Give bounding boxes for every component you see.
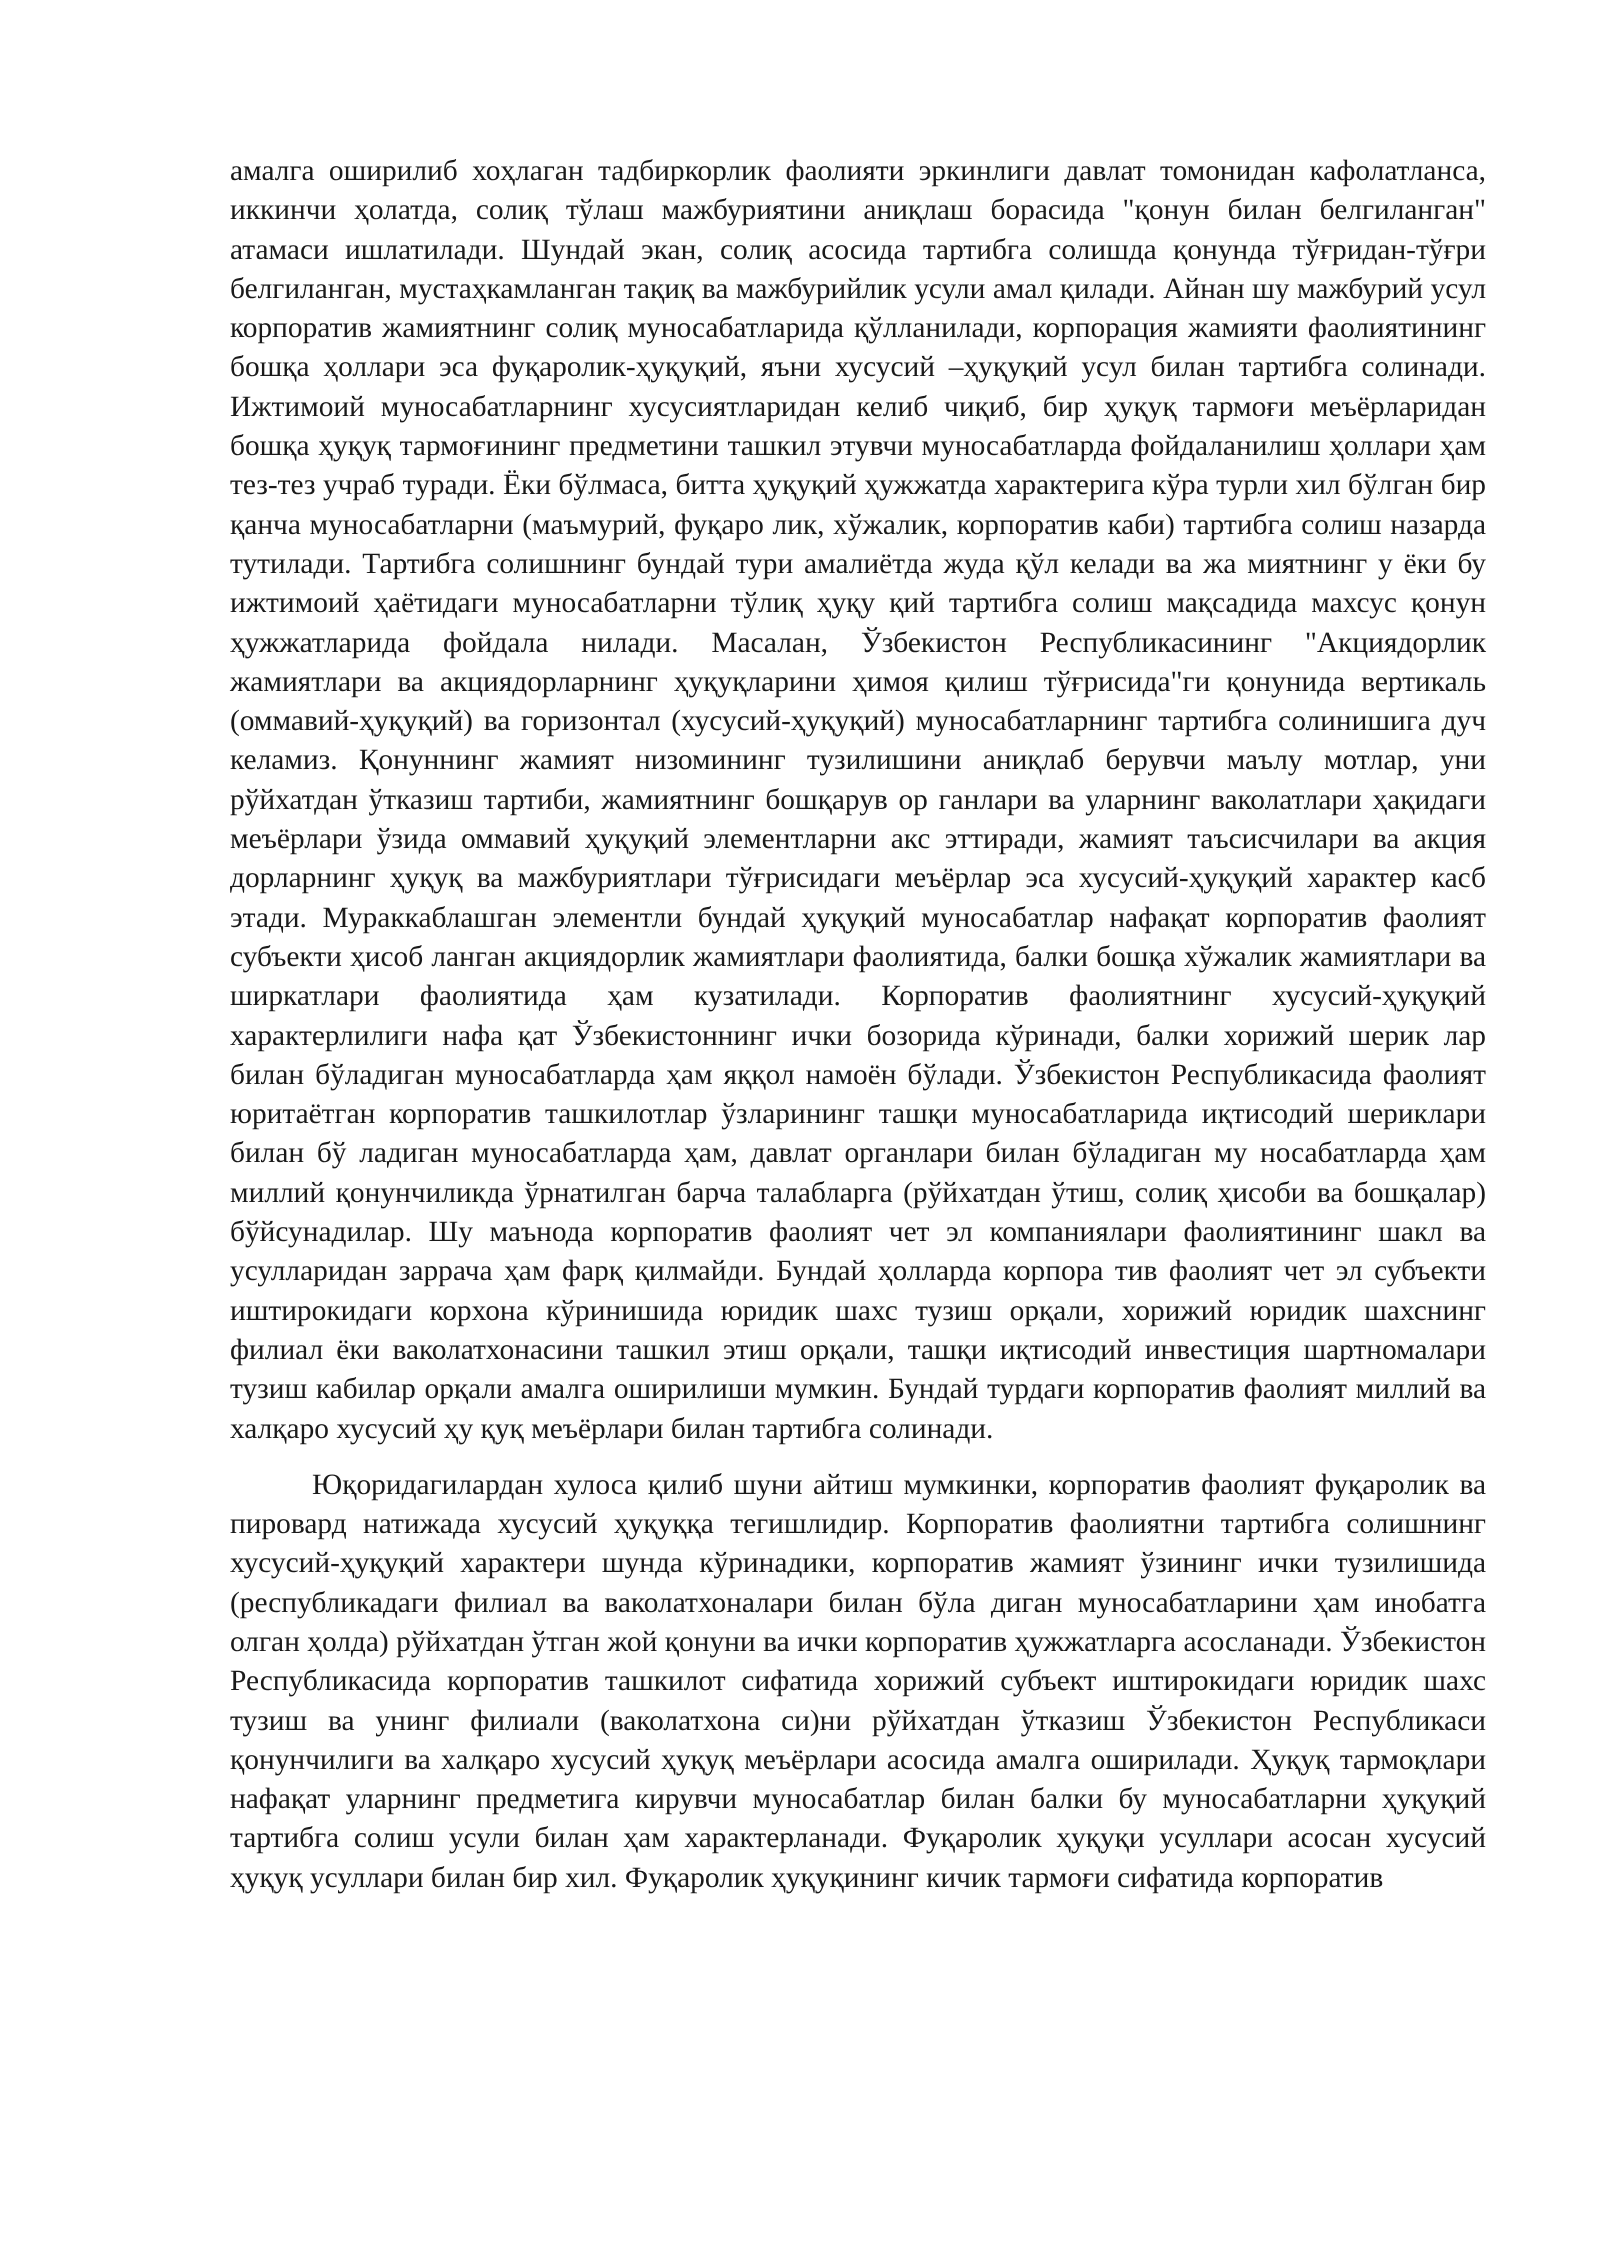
paragraph-corporate-activity-regulation: амалга оширилиб хоҳлаган тадбиркорлик фаолияти эркинлиги давлат томонидан кафолатланса, иккинчи ҳолатда, солиқ тўлаш мажбуриятини аниқлаш борасида "қонун билан белгиланган" атамаси ишлатилади. Шундай экан, солиқ асосида тартибга солишда қонунда тўғридан-тўғри белгиланган, мустаҳкамланган тақиқ ва мажбурийлик усули амал қилади. Айнан шу мажбурий усул корпоратив жамиятнинг солиқ муносабатларида қўлланилади, корпорация жамияти фаолиятининг бошқа ҳоллари эса фуқаролик-ҳуқуқий, яъни хусусий –ҳуқуқий усул билан тартибга солинади. Ижтимоий муносабатларнинг хусусиятларидан келиб чиқиб, бир ҳуқуқ тармоғи меъёрларидан бошқа ҳуқуқ тармоғининг предметини ташкил этувчи муносабатларда фойдаланилиш ҳоллари ҳам тез-тез учраб туради. Ёки бўлмаса, битта ҳуқуқий ҳужжатда характерига кўра турли хил бўлган бир қанча муносабатларни (маъмурий, фуқаро лик, хўжалик, корпоратив каби) тартибга солиш назарда тутилади. Тартибга солишнинг бундай тури амалиётда жуда қўл келади ва жа миятнинг у ёки бу ижтимоий ҳаётидаги муносабатларни тўлиқ ҳуқу қий тартибга солиш мақсадида махсус қонун ҳужжатларида фойдала нилади. Масалан, Ўзбекистон Республикасининг "Акциядорлик жамиятлари ва акциядорларнинг ҳуқуқларини ҳимоя қилиш тўғрисида"ги қонунида вертикаль (оммавий-ҳуқуқий) ва горизонтал (хусусий-ҳуқуқий) муносабатларнинг тартибга солинишига дуч келамиз. Қонуннинг жамият низомининг тузилишини аниқлаб берувчи маълу мотлар, уни рўйхатдан ўтказиш тартиби, жамиятнинг бошқарув ор ганлари ва уларнинг ваколатлари ҳақидаги меъёрлари ўзида оммавий ҳуқуқий элементларни акс эттиради, жамият таъсисчилари ва акция дорларнинг ҳуқуқ ва мажбуриятлари тўғрисидаги меъёрлар эса хусусий-ҳуқуқий характер касб этади. Мураккаблашган элементли бундай ҳуқуқий муносабатлар нафақат корпоратив фаолият субъекти ҳисоб ланган акциядорлик жамиятлари фаолиятида, балки бошқа хўжалик жамиятлари ва ширкатлари фаолиятида ҳам кузатилади. Корпоратив фаолиятнинг хусусий-ҳуқуқий характерлилиги нафа қат Ўзбекистоннинг ички бозорида кўринади, балки хорижий шерик лар билан бўладиган муносабатларда ҳам яққол намоён бўлади. Ўзбекистон Республикасида фаолият юритаётган корпоратив ташкилотлар ўзларининг ташқи муносабатларида иқтисодий шериклари билан бў ладиган муносабатларда ҳам, давлат органлари билан бўладиган му носабатларда ҳам миллий қонунчиликда ўрнатилган барча талабларга (рўйхатдан ўтиш, солиқ ҳисоби ва бошқалар) бўйсунадилар. Шу маънода корпоратив фаолият чет эл компаниялари фаолиятининг шакл ва усулларидан заррача ҳам фарқ қилмайди. Бундай ҳолларда корпора тив фаолият чет эл субъекти иштирокидаги корхона кўринишида юридик шахс тузиш орқали, хорижий юридик шахснинг филиал ёки ваколатхонасини ташкил этиш орқали, ташқи иқтисодий инвестиция шартномалари тузиш кабилар орқали амалга оширилиши мумкин. Бундай турдаги корпоратив фаолият миллий ва халқаро хусусий ҳу қуқ меъёрлари билан тартибга солинади. bbox=[230, 155, 1486, 1445]
paragraph-conclusion: Юқоридагилардан хулоса қилиб шуни айтиш мумкинки, корпоратив фаолият фуқаролик ва пировард натижада хусусий ҳуқуққа тегишлидир. Корпоратив фаолиятни тартибга солишнинг хусусий-ҳуқуқий характери шунда кўринадики, корпоратив жамият ўзининг ички тузилишида (республикадаги филиал ва ваколатхоналари билан бўла диган муносабатларини ҳам инобатга олган ҳолда) рўйхатдан ўтган жой қонуни ва ички корпоратив ҳужжатларга асосланади. Ўзбекистон Республикасида корпоратив ташкилот сифатида хорижий субъект иштирокидаги юридик шахс тузиш ва унинг филиали (ваколатхона си)ни рўйхатдан ўтказиш Ўзбекистон Республикаси қонунчилиги ва халқаро хусусий ҳуқуқ меъёрлари асосида амалга оширилади. Ҳуқуқ тармоқлари нафақат уларнинг предметига кирувчи муносабатлар билан балки бу муносабатларни ҳуқуқий тартибга солиш усули билан ҳам характерланади. Фуқаролик ҳуқуқи усуллари асосан хусусий ҳуқуқ усуллари билан бир хил. Фуқаролик ҳуқуқининг кичик тармоғи сифатида корпоратив bbox=[230, 1468, 1486, 1894]
document-body bbox=[230, 152, 1486, 1898]
